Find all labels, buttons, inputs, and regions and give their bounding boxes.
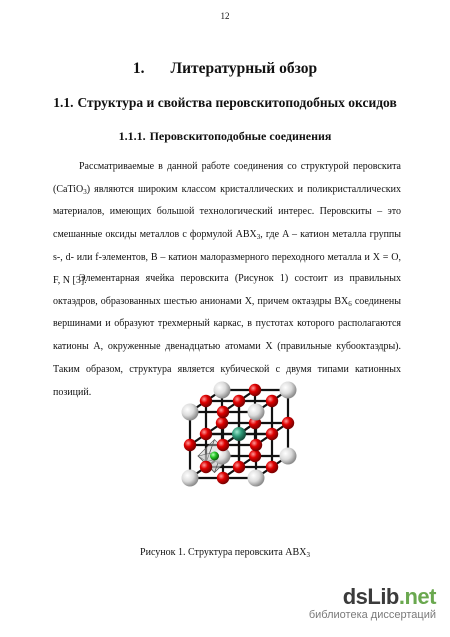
chapter-title: Литературный обзор [170,60,318,77]
subsection-title: Перовскитоподобные соединения [149,129,332,143]
a-cation-atom [182,470,199,487]
anion-atom [217,406,229,418]
anion-atom [200,395,212,407]
subscript: 3 [83,187,87,196]
anion-atom [266,395,278,407]
logo-main: dsLib [342,584,399,609]
a-cation-atom [280,382,297,399]
anion-atom [217,439,229,451]
chapter-number: 1. [132,60,145,77]
b-cation-atom [232,427,246,441]
a-cation-atom [182,404,199,421]
logo-tld: .net [398,584,436,609]
figure-caption [0,547,450,558]
anion-atom [282,417,294,429]
octahedral-atom [210,452,219,461]
anion-atom [266,461,278,473]
anion-atom [217,472,229,484]
anion-atom [249,450,261,462]
perovskite-structure-figure [168,376,318,541]
anion-atom [266,428,278,440]
subsection-number: 1.1.1. [118,129,146,143]
subsection-heading [0,129,450,144]
watermark-subtitle: библиотека диссертаций [308,609,436,621]
section-title: Структура и свойства перовскитоподобных оксидов [77,95,397,110]
anion-atom [184,439,196,451]
paragraph-intro-text-2: ) являются широким классом кристаллических и поликристаллических материалов, имеющих большой технологический интерес. Перовскиты – это смешанные оксиды металлов с формулой ABX [53,183,401,241]
subscript: 3 [306,551,310,559]
anion-atom [200,461,212,473]
figure-caption-text: Рисунок 1. Структура перовскита ABX [140,547,307,558]
dslib-logo [309,586,436,608]
dslib-watermark [309,586,436,621]
chapter-heading [0,60,450,78]
a-cation-atom [214,382,231,399]
paragraph-unit-cell-text-1: Элементарная ячейка перовскита (Рисунок 1) состоит из правильных октаэдров, образованных шестью анионами X, причем октаэдры BX [53,273,401,307]
anion-atom [200,428,212,440]
section-number: 1.1. [53,95,74,110]
section-heading [0,95,450,111]
a-cation-atom [248,404,265,421]
subscript: 6 [348,299,352,308]
anion-atom [250,439,262,451]
anion-atom [233,395,245,407]
subscript: 3 [256,233,261,242]
anion-atom [233,461,245,473]
a-cation-atom [248,470,265,487]
paragraph-intro-text-1: Рассматриваемые в данной работе соединения со структурой перовскита (CaTiO [53,161,401,195]
paragraph-unit-cell-text-2: соединены вершинами и образуют трехмерный каркас, в пустотах которого располагаются катионы A, окруженные двенадцатью атомами X (правильные кубооктаэдры). Таким образом, структура является кубической с двумя типами катионных позиций. [53,295,401,398]
a-cation-atom [280,448,297,465]
paragraph-intro-text-3: , где A – катион металла группы s-, d- или f-элементов, B – катион малоразмерного переходного металла и X = O, F, N [3]. [53,229,401,286]
page-number: 12 [220,11,230,21]
anion-atom [249,384,261,396]
anion-atom [216,417,228,429]
